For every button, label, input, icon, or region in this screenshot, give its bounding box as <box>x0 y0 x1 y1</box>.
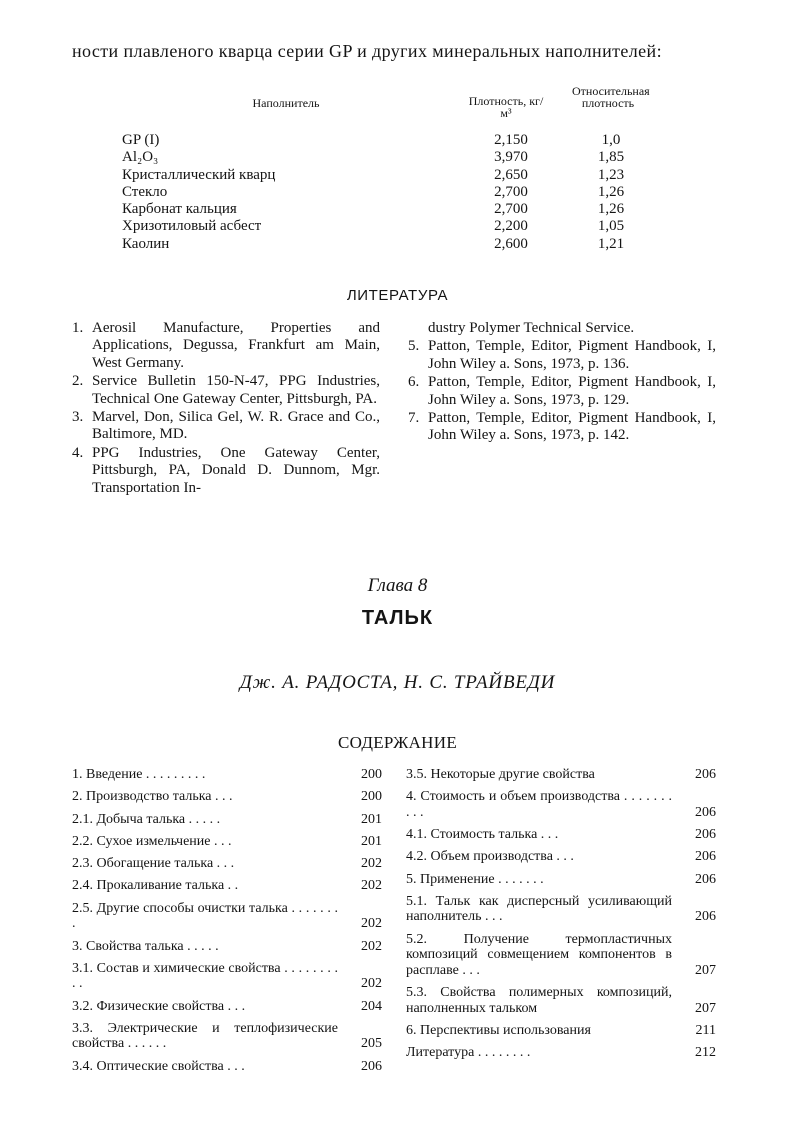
toc-entry <box>72 901 384 932</box>
toc-entry <box>72 856 384 872</box>
references-column-left <box>72 320 380 498</box>
relative-density-value: 1,26 <box>597 201 625 218</box>
reference-text: Patton, Temple, Editor, Pigment Handbook, I, John Wiley a. Sons, 1973, p. 129. <box>428 374 716 408</box>
toc-entry-title: 2.4. Прокаливание талька . . <box>72 878 239 894</box>
density-value: 3,970 <box>494 149 528 166</box>
toc-entry <box>72 812 384 828</box>
toc-entry-title: 3.5. Некоторые другие свойства <box>406 767 595 782</box>
contents-heading: СОДЕРЖАНИЕ <box>337 733 458 752</box>
intro-paragraph: ности плавленого кварца серии GP и других минеральных наполнителей: <box>72 41 662 61</box>
density-table <box>122 132 642 253</box>
reference-text: Aerosil Manufacture, Properties and Applications, Degussa, Frankfurt am Main, West Germany. <box>92 320 380 371</box>
toc-entry-page: 202 <box>361 916 382 932</box>
filler-name: Хризотиловый асбест <box>122 218 262 235</box>
toc-entry-page: 206 <box>695 767 716 782</box>
toc-entry-title: 5.1. Тальк как дисперсный усиливающий наполнитель . . . <box>406 893 672 925</box>
filler-name: Карбонат кальция <box>122 201 237 218</box>
toc-entry-page: 201 <box>361 833 382 849</box>
table-row <box>122 149 642 166</box>
reference-number: 4. <box>72 444 84 461</box>
chapter-authors: Дж. А. РАДОСТА, Н. С. ТРАЙВЕДИ <box>239 672 556 693</box>
toc-entry-title: 4.1. Стоимость талька . . . <box>406 827 559 843</box>
reference-number: 2. <box>72 373 84 390</box>
toc-entry <box>72 834 384 850</box>
reference-text: Service Bulletin 150-N-47, PPG Industries, Technical One Gateway Center, Pittsburgh, PA. <box>92 373 380 407</box>
toc-entry <box>72 1021 384 1052</box>
toc-entry-title: 3.2. Физические свойства . . . <box>72 998 246 1014</box>
toc-entry-page: 212 <box>695 1045 716 1061</box>
reference-item <box>408 338 716 373</box>
reference-number: 6. <box>408 374 420 391</box>
reference-item <box>72 445 380 497</box>
toc-entry-page: 202 <box>361 976 382 992</box>
toc-entry <box>72 939 384 955</box>
reference-item <box>72 409 380 444</box>
chapter-title: ТАЛЬК <box>361 607 434 629</box>
toc-entry-title: 3.3. Электрические и теплофизические свойства . . . . . . <box>72 1020 338 1052</box>
toc-entry-title: 5. Применение . . . . . . . <box>406 871 544 887</box>
reference-item <box>408 410 716 445</box>
literature-heading: ЛИТЕРАТУРА <box>346 287 449 304</box>
filler-name: GP (I) <box>122 132 160 148</box>
reference-number: 7. <box>408 410 420 427</box>
toc-entry-title: 2.3. Обогащение талька . . . <box>72 856 235 872</box>
toc-entry <box>72 961 384 992</box>
toc-entry-page: 201 <box>361 811 382 827</box>
toc-entry-title: 2.5. Другие способы очистки талька . . . . . . . . <box>72 900 338 932</box>
relative-density-value: 1,0 <box>601 132 621 148</box>
density-value: 2,200 <box>494 218 528 235</box>
toc-entry <box>72 878 384 894</box>
table-header-relative-density: Относительная плотность <box>572 84 650 110</box>
toc-entry <box>406 932 718 979</box>
filler-name: Al₂O₃ <box>122 149 159 166</box>
reference-number: 3. <box>72 409 84 426</box>
toc-entry-page: 211 <box>695 1022 716 1038</box>
toc-entry <box>406 894 718 925</box>
toc-entry <box>406 985 718 1016</box>
toc-entry-page: 204 <box>361 998 382 1014</box>
table-row <box>122 167 642 184</box>
toc-entry <box>406 789 718 820</box>
filler-name: Каолин <box>122 235 170 252</box>
toc-entry-page: 202 <box>361 938 382 954</box>
toc-entry-page: 206 <box>695 849 716 865</box>
density-value: 2,600 <box>494 235 528 252</box>
toc-entry-title: 2.1. Добыча талька . . . . . <box>72 811 221 827</box>
density-value: 2,650 <box>494 166 528 183</box>
reference-text: Patton, Temple, Editor, Pigment Handbook, I, John Wiley a. Sons, 1973, p. 136. <box>428 338 716 372</box>
table-row <box>122 218 642 235</box>
toc-entry-page: 206 <box>361 1058 382 1074</box>
toc-entry-page: 207 <box>695 1000 716 1016</box>
toc-entry <box>406 827 718 843</box>
toc-entry-page: 206 <box>695 804 716 820</box>
reference-number: 5. <box>408 338 420 355</box>
reference-number: 1. <box>72 320 84 336</box>
toc-entry-title: 5.3. Свойства полимерных композиций, наполненных тальком <box>406 985 672 1016</box>
contents-column-left <box>72 767 384 1081</box>
toc-entry-title: 5.2. Получение термопластичных композиций совмещением компонентов в расплаве . . . <box>406 931 672 978</box>
toc-entry-title: 3.1. Состав и химические свойства . . . . . . . . . . <box>72 960 338 992</box>
table-row <box>122 184 642 201</box>
table-row <box>122 236 642 253</box>
toc-entry-page: 202 <box>361 856 382 872</box>
chapter-label: Глава 8 <box>367 575 428 596</box>
toc-entry <box>406 767 718 783</box>
toc-entry <box>72 767 384 783</box>
reference-text: PPG Industries, One Gateway Center, Pittsburgh, PA, Donald D. Dunnom, Mgr. Transportation In- <box>92 444 380 496</box>
toc-entry-page: 206 <box>695 871 716 887</box>
toc-entry-title: 4. Стоимость и объем производства . . . . . . . . . . <box>406 789 672 820</box>
relative-density-value: 1,85 <box>597 149 625 166</box>
toc-entry-page: 207 <box>695 962 716 978</box>
table-row <box>122 132 642 149</box>
toc-entry-title: 3. Свойства талька . . . . . <box>72 938 219 954</box>
reference-item <box>408 374 716 409</box>
density-value: 2,700 <box>494 183 528 200</box>
toc-entry-title: 3.4. Оптические свойства . . . <box>72 1058 245 1074</box>
toc-entry-title: 1. Введение . . . . . . . . . <box>72 767 206 782</box>
relative-density-value: 1,26 <box>597 183 625 200</box>
toc-entry-page: 200 <box>361 767 382 782</box>
toc-entry-title: 6. Перспективы использования <box>406 1022 591 1038</box>
toc-entry <box>406 872 718 888</box>
density-value: 2,700 <box>494 201 528 218</box>
toc-entry-page: 200 <box>361 789 382 805</box>
references-column-right <box>408 320 716 446</box>
density-value: 2,150 <box>494 132 528 148</box>
toc-entry <box>406 849 718 865</box>
contents-column-right <box>406 767 718 1067</box>
relative-density-value: 1,05 <box>597 218 625 235</box>
reference-text: Patton, Temple, Editor, Pigment Handbook, I, John Wiley a. Sons, 1973, p. 142. <box>428 410 716 444</box>
toc-entry-page: 206 <box>695 827 716 843</box>
relative-density-value: 1,23 <box>597 166 625 183</box>
filler-name: Кристаллический кварц <box>122 166 276 183</box>
toc-entry <box>406 1045 718 1061</box>
toc-entry-title: 2. Производство талька . . . <box>72 789 233 805</box>
toc-entry <box>72 789 384 805</box>
toc-entry-title: Литература . . . . . . . . <box>406 1045 531 1061</box>
toc-entry <box>406 1023 718 1039</box>
toc-entry-page: 206 <box>695 909 716 925</box>
filler-name: Стекло <box>122 183 168 200</box>
reference-item <box>72 320 380 372</box>
reference-item <box>72 373 380 408</box>
reference-text: dustry Polymer Technical Service. <box>428 320 635 336</box>
table-header-density: Плотность, кг/м³ <box>468 94 544 120</box>
toc-entry <box>72 1059 384 1075</box>
table-header-filler: Наполнитель <box>252 96 320 110</box>
table-row <box>122 201 642 218</box>
reference-continuation <box>408 320 716 337</box>
toc-entry-title: 2.2. Сухое измельчение . . . <box>72 833 232 849</box>
toc-entry-page: 202 <box>361 878 382 894</box>
reference-text: Marvel, Don, Silica Gel, W. R. Grace and Co., Baltimore, MD. <box>92 409 380 443</box>
toc-entry-page: 205 <box>361 1036 382 1052</box>
toc-entry-title: 4.2. Объем производства . . . <box>406 849 574 865</box>
toc-entry <box>72 999 384 1015</box>
relative-density-value: 1,21 <box>597 235 625 252</box>
